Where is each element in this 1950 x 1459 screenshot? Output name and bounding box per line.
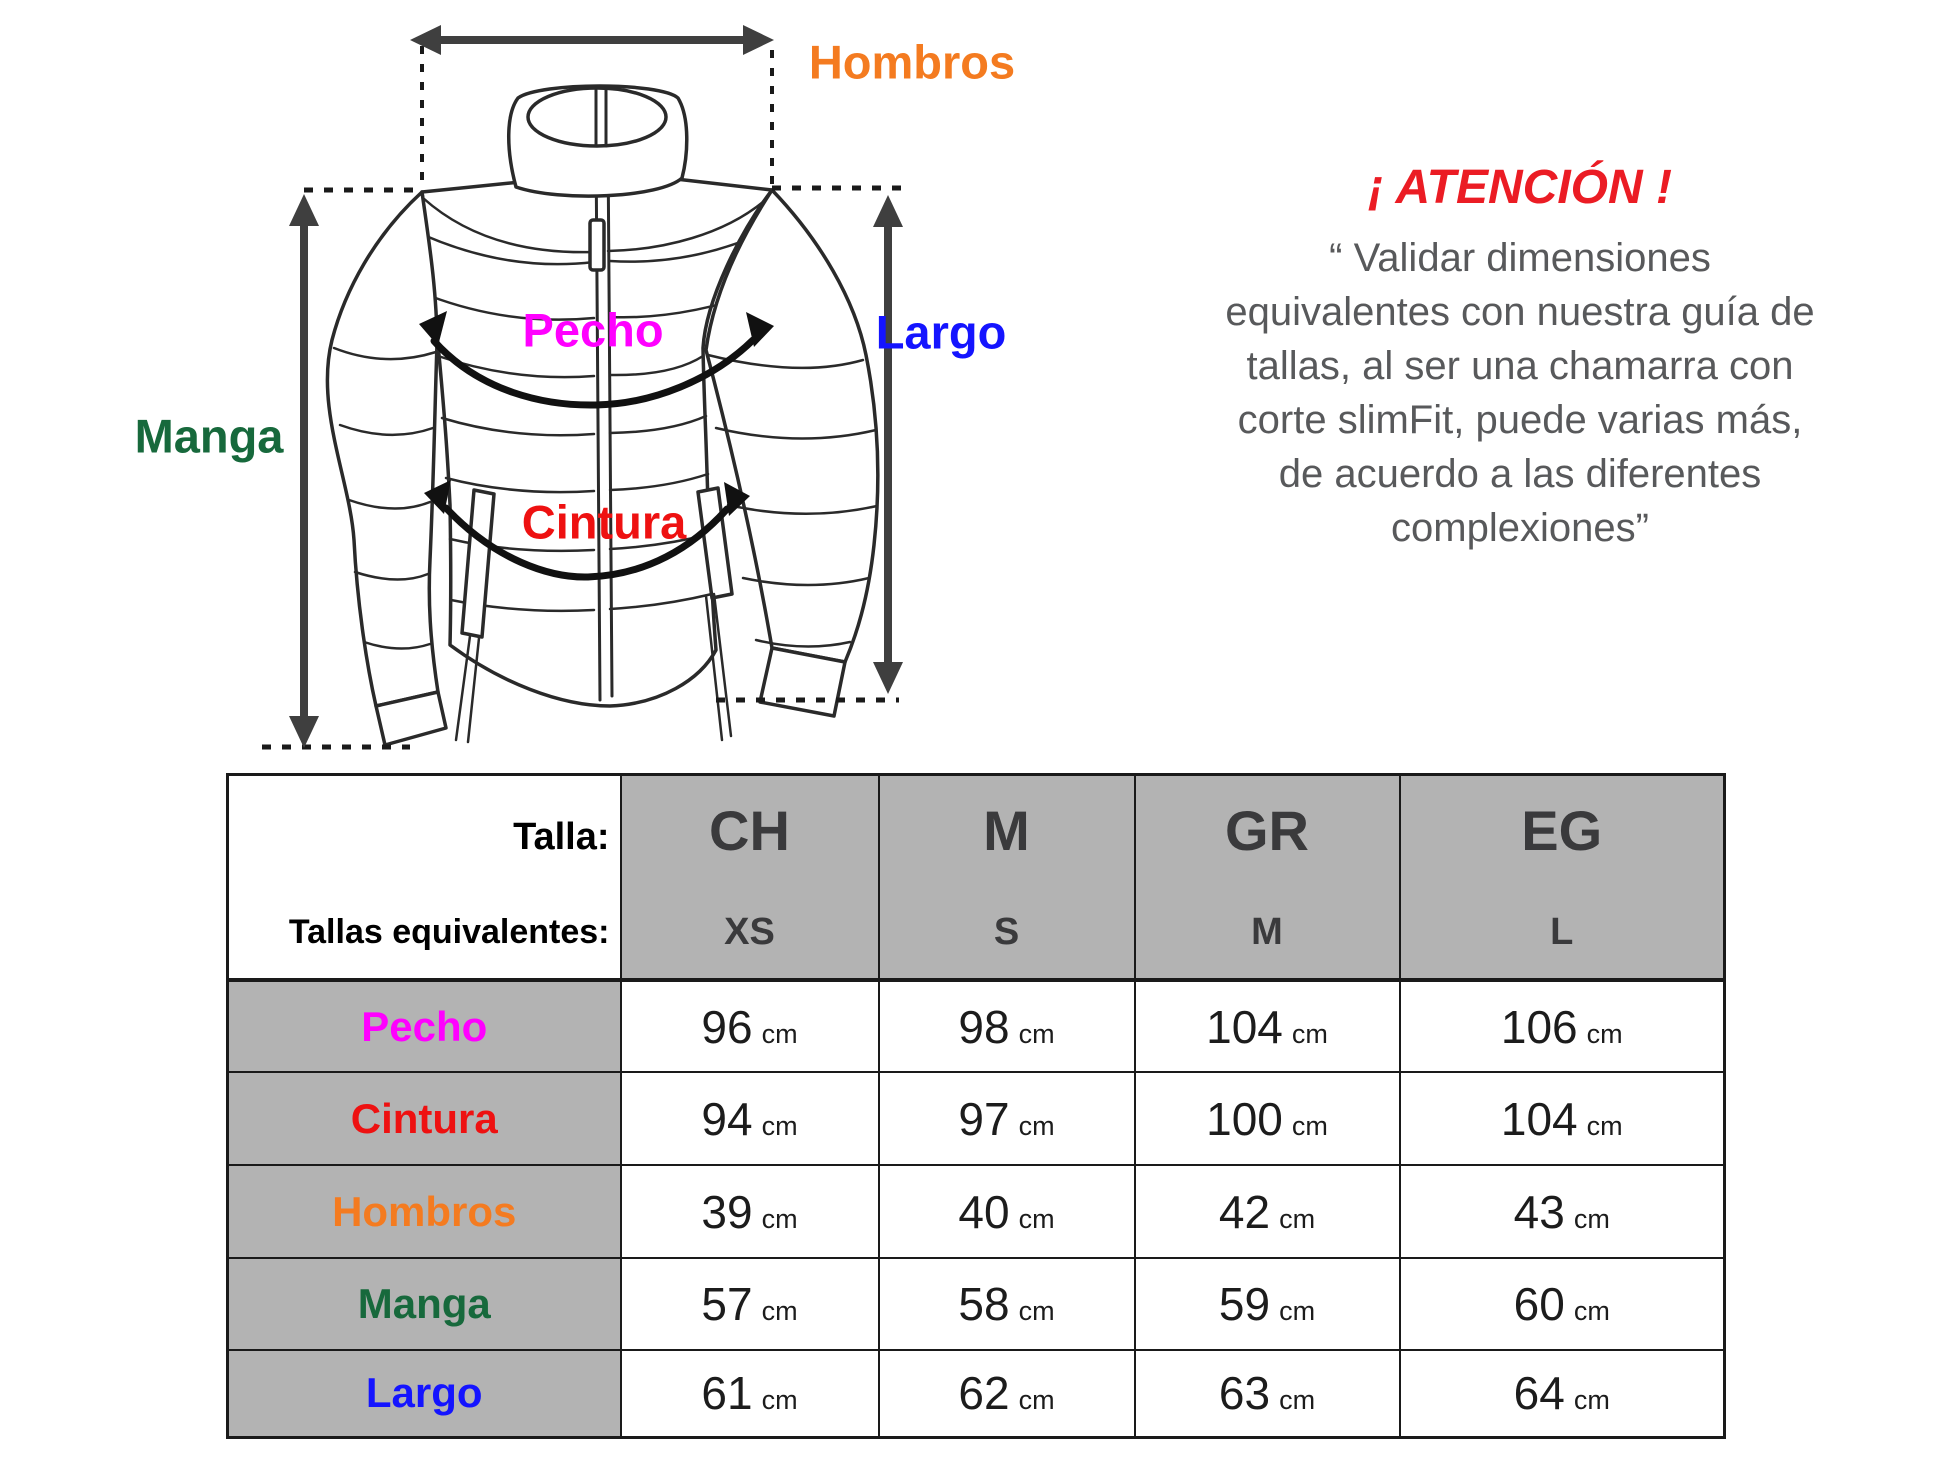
left-sleeve bbox=[327, 192, 438, 706]
table-row-hombros bbox=[228, 1165, 1725, 1258]
value-cell: 58 cm bbox=[879, 1258, 1135, 1350]
attention-line: complexiones” bbox=[1391, 506, 1649, 550]
value-cell: 39 cm bbox=[621, 1165, 879, 1258]
jacket-diagram bbox=[0, 0, 1100, 780]
table-row-manga bbox=[228, 1258, 1725, 1350]
attention-line: corte slimFit, puede varias más, bbox=[1237, 398, 1803, 442]
shoulders-arrow bbox=[410, 25, 774, 55]
value-cell: 61 cm bbox=[621, 1350, 879, 1437]
value-cell: 104 cm bbox=[1400, 1072, 1725, 1165]
value-cell: 42 cm bbox=[1135, 1165, 1400, 1258]
value-cell: 62 cm bbox=[879, 1350, 1135, 1437]
manga-label: Manga bbox=[134, 409, 284, 463]
attention-line: de acuerdo a las diferentes bbox=[1278, 452, 1762, 496]
table-row-cintura bbox=[228, 1072, 1725, 1165]
table-corner-cell bbox=[228, 775, 621, 981]
row-label-hombros: Hombros bbox=[228, 1165, 621, 1258]
table-row-largo bbox=[228, 1350, 1725, 1437]
column-header-gr: GR M bbox=[1135, 775, 1400, 981]
pecho-label: Pecho bbox=[522, 303, 664, 357]
size-row-label: Talla: bbox=[513, 816, 610, 858]
column-header-m: M S bbox=[879, 775, 1135, 981]
value-cell: 96 cm bbox=[621, 980, 879, 1072]
attention-note bbox=[1120, 160, 1920, 555]
value-cell: 97 cm bbox=[879, 1072, 1135, 1165]
value-cell: 64 cm bbox=[1400, 1350, 1725, 1437]
row-label-largo: Largo bbox=[228, 1350, 621, 1437]
value-cell: 106 cm bbox=[1400, 980, 1725, 1072]
value-cell: 59 cm bbox=[1135, 1258, 1400, 1350]
cintura-label: Cintura bbox=[521, 495, 687, 549]
attention-line: “ Validar dimensiones bbox=[1329, 236, 1711, 280]
attention-line: tallas, al ser una chamarra con bbox=[1246, 344, 1794, 388]
size-table bbox=[226, 773, 1726, 1439]
zipper-pull bbox=[590, 220, 604, 270]
value-cell: 60 cm bbox=[1400, 1258, 1725, 1350]
row-label-cintura: Cintura bbox=[228, 1072, 621, 1165]
value-cell: 100 cm bbox=[1135, 1072, 1400, 1165]
equiv-row-label: Tallas equivalentes: bbox=[288, 913, 610, 951]
value-cell: 43 cm bbox=[1400, 1165, 1725, 1258]
value-cell: 40 cm bbox=[879, 1165, 1135, 1258]
attention-title: ¡ ATENCIÓN ! bbox=[1368, 161, 1672, 214]
hombros-label: Hombros bbox=[808, 35, 1016, 89]
value-cell: 63 cm bbox=[1135, 1350, 1400, 1437]
sleeve-arrow bbox=[289, 194, 319, 748]
table-row-pecho bbox=[228, 980, 1725, 1072]
value-cell: 98 cm bbox=[879, 980, 1135, 1072]
value-cell: 57 cm bbox=[621, 1258, 879, 1350]
value-cell: 104 cm bbox=[1135, 980, 1400, 1072]
row-label-pecho: Pecho bbox=[228, 980, 621, 1072]
largo-label: Largo bbox=[875, 305, 1007, 359]
column-header-ch: CH XS bbox=[621, 775, 879, 981]
row-label-manga: Manga bbox=[228, 1258, 621, 1350]
column-header-eg: EG L bbox=[1400, 775, 1725, 981]
attention-line: equivalentes con nuestra guía de bbox=[1225, 290, 1815, 334]
right-cuff bbox=[760, 648, 845, 716]
value-cell: 94 cm bbox=[621, 1072, 879, 1165]
